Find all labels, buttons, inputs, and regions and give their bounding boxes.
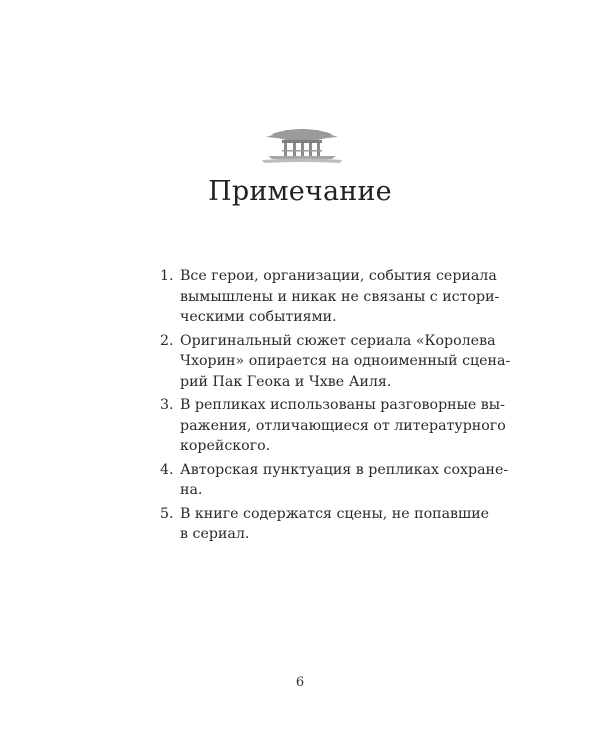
list-item-text: Все герои, организации, события сериала: [180, 268, 497, 284]
list-item-text: вымышлены и никак не связаны с истори-: [180, 288, 500, 305]
list-item-text: Оригинальный сюжет сериала «Королева: [180, 332, 496, 349]
list-item-text: Чхорин» опирается на одноименный сцена-: [180, 353, 511, 369]
list-item-text: в сериал.: [180, 526, 250, 542]
list-item: [160, 395, 506, 457]
list-item-text: В книге содержатся сцены, не попавшие: [180, 505, 490, 522]
list-item-text: В репликах использованы разговорные вы-: [180, 397, 505, 413]
list-item-text: Авторская пунктуация в репликах сохране-: [180, 461, 509, 478]
pagoda-icon: [262, 120, 342, 166]
notes-list: [160, 266, 511, 548]
page-title: Примечание: [208, 176, 392, 207]
list-item: [160, 460, 509, 501]
list-item-number: 2.: [160, 332, 174, 349]
list-item: [160, 266, 500, 328]
list-item-number: 1.: [160, 268, 174, 284]
list-item-text: на.: [180, 482, 203, 498]
list-item-number: 4.: [160, 461, 174, 478]
page-number: 6: [295, 675, 305, 690]
list-item: [160, 331, 511, 393]
list-item-text: ражения, отличающиеся от литературного: [180, 417, 506, 434]
list-item-number: 3.: [160, 397, 174, 413]
list-item-number: 5.: [160, 505, 174, 522]
list-item: [160, 504, 500, 545]
list-item-text: рий Пак Геока и Чхве Аиля.: [180, 373, 392, 390]
list-item-text: ческими событиями.: [180, 309, 337, 325]
list-item-text: корейского.: [180, 438, 271, 454]
